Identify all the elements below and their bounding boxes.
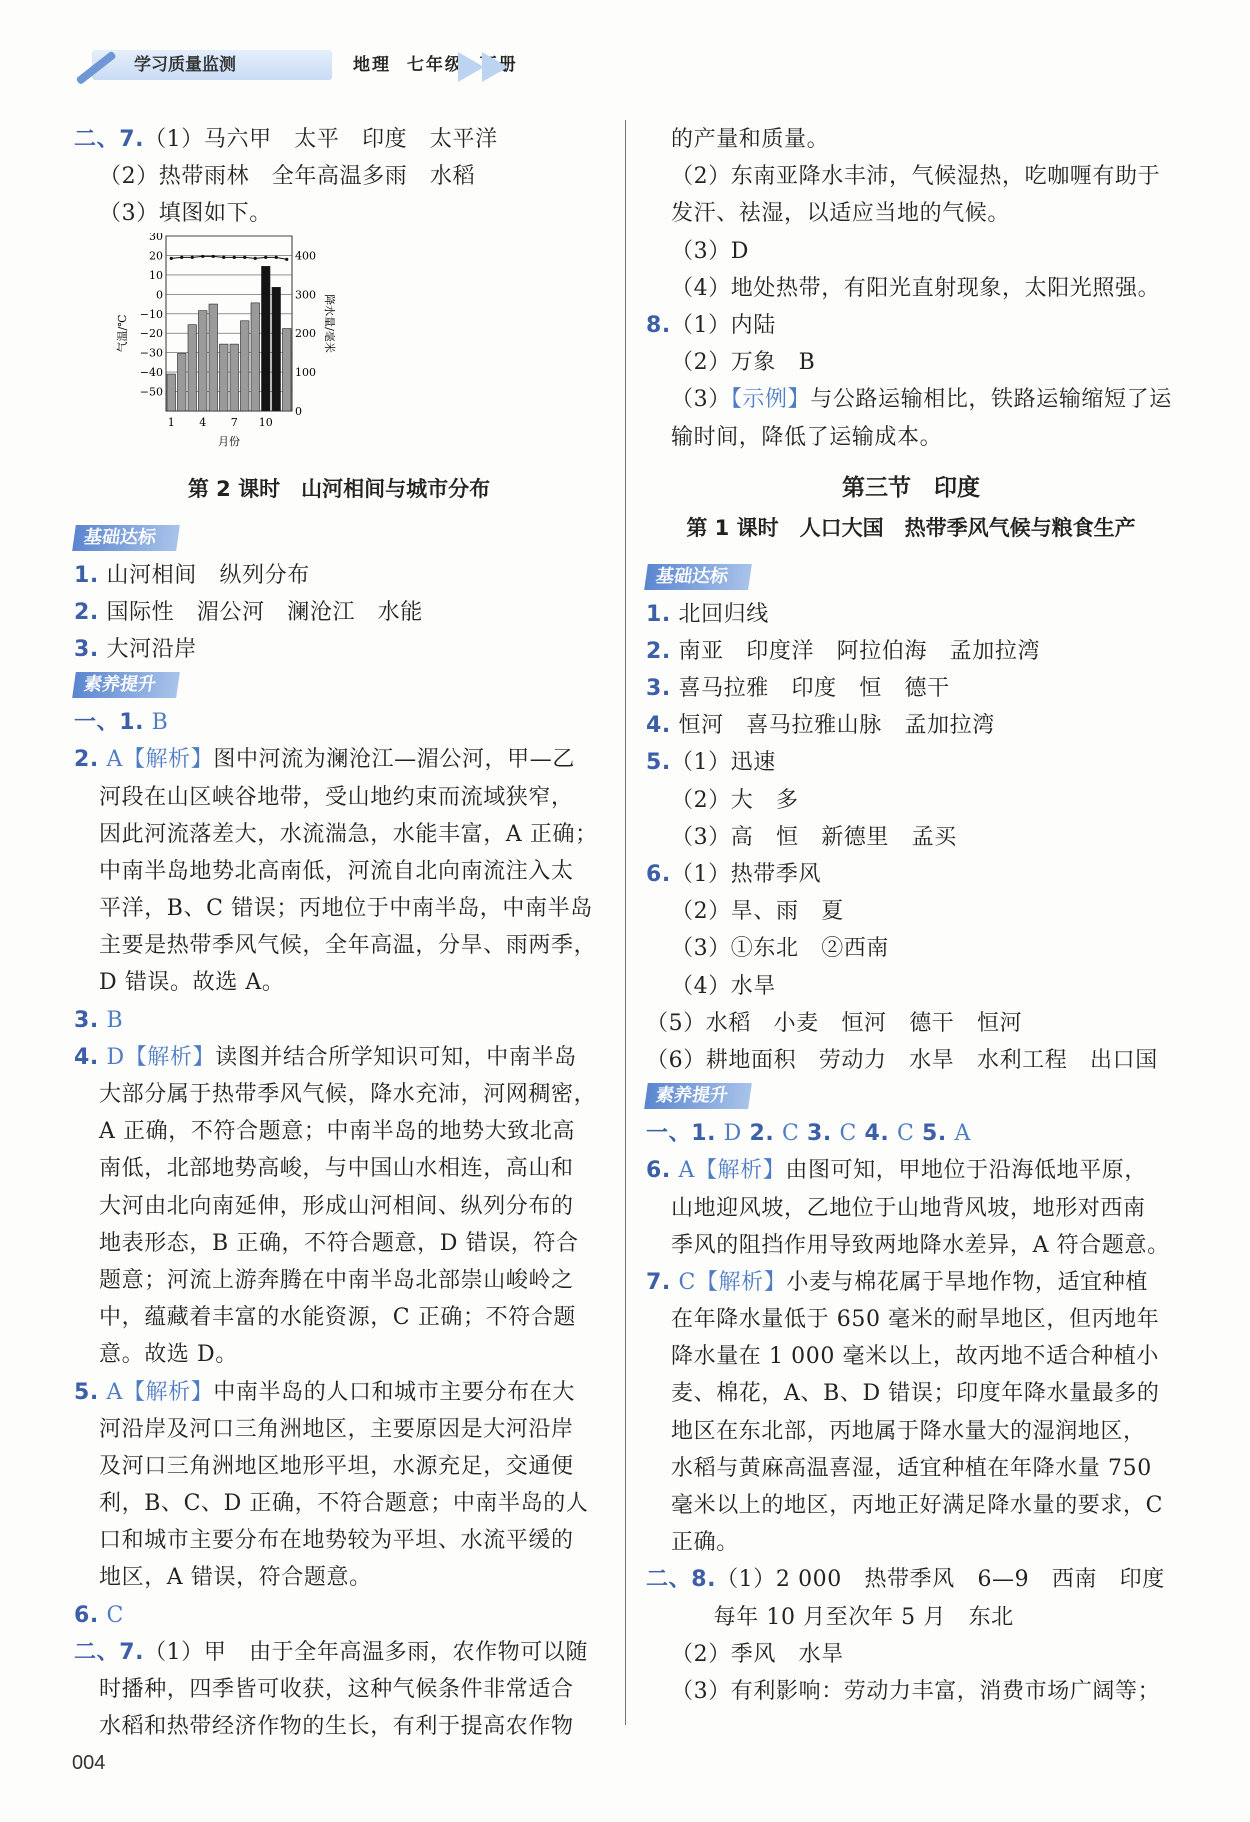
answer-text: （6）耕地面积 劳动力 水旱 水利工程 出口国 xyxy=(646,1047,1158,1073)
answer-line xyxy=(74,1597,604,1634)
answer-text: （1）甲 由于全年高温多雨，农作物可以随 xyxy=(144,1639,589,1665)
answer-text: 读图并结合所学知识可知，中南半岛 xyxy=(215,1044,577,1070)
answer-line xyxy=(74,1113,604,1150)
answer-text: 与公路运输相比，铁路运输缩短了运 xyxy=(810,387,1172,413)
precip-bar xyxy=(199,310,208,410)
question-number: 8. xyxy=(646,312,671,338)
question-number: 6. xyxy=(74,1602,99,1628)
x-tick: 7 xyxy=(230,415,238,429)
answer-choice: C xyxy=(774,1121,808,1147)
question-number: 7. xyxy=(646,1269,671,1295)
temperature-point xyxy=(191,255,194,258)
answer-tag: C xyxy=(98,1602,124,1628)
answer-line xyxy=(646,344,1176,381)
question-number: 二、8. xyxy=(646,1567,717,1593)
answer-text: 大部分属于热带季风气候，降水充沛，河网稠密， xyxy=(99,1082,597,1107)
answer-text: 中南半岛地势北高南低，河流自北向南流注入太 xyxy=(99,858,574,884)
badge-label: 基础达标 xyxy=(644,564,752,590)
temperature-point xyxy=(275,255,278,258)
answer-line xyxy=(74,890,604,927)
answer-line xyxy=(74,1374,604,1411)
answer-line xyxy=(646,121,1176,158)
answer-text: 主要是热带季风气候，全年高温，分旱、雨两季， xyxy=(99,933,597,959)
answer-line xyxy=(646,856,1176,893)
answer-text: （2）大 多 xyxy=(671,787,799,813)
answer-text: 水稻与黄麻高温喜湿，适宜种植在年降水量 750 xyxy=(671,1455,1152,1481)
answer-text: 地区在东北部，丙地属于降水量大的湿润地区， xyxy=(671,1418,1146,1444)
temperature-line xyxy=(171,256,287,259)
answer-text: 由图可知，甲地位于沿海低地平原， xyxy=(785,1158,1147,1184)
answer-text: 利，B、C、D 正确，不符合题意；中南半岛的人 xyxy=(99,1491,589,1517)
answer-line xyxy=(74,1262,604,1299)
badge-label: 素养提升 xyxy=(72,672,180,698)
y-tick-left: −50 xyxy=(139,385,163,399)
answer-line xyxy=(74,1225,604,1262)
precip-bar xyxy=(262,266,271,411)
answer-line xyxy=(646,270,1176,307)
temperature-point xyxy=(180,255,183,258)
precip-bar xyxy=(283,328,292,410)
answer-line xyxy=(646,1599,1176,1636)
y-tick-left: −10 xyxy=(139,307,163,321)
answer-text: A 正确，不符合题意；中南半岛的地势大致北高 xyxy=(99,1119,576,1145)
answer-line xyxy=(74,1485,604,1522)
brand-label: 学习质量监测 xyxy=(92,50,332,80)
answer-tag: B xyxy=(98,1007,124,1033)
answer-text: 南低，北部地势高峻，与中国山水相连，高山和 xyxy=(99,1156,574,1182)
question-number: 5. xyxy=(646,750,671,776)
answer-tag: A【解析】 xyxy=(670,1158,786,1184)
answer-text: D 错误。故选 A。 xyxy=(99,970,285,996)
answer-text: 平洋，B、C 错误；丙地位于中南半岛，中南半岛 xyxy=(99,896,593,922)
y-tick-right: 100 xyxy=(295,365,316,379)
answer-line xyxy=(646,1524,1176,1561)
x-tick: 10 xyxy=(258,415,273,429)
answer-text: （1）热带季风 xyxy=(670,862,822,887)
temperature-point xyxy=(243,255,246,258)
answer-line xyxy=(74,1671,604,1708)
answer-line xyxy=(74,1002,604,1039)
answer-text: 地表形态，B 正确，不符合题意，D 错误，符合 xyxy=(99,1230,579,1256)
answer-line xyxy=(646,670,1176,707)
question-number: 2. xyxy=(749,1121,775,1147)
answer-line xyxy=(74,816,604,853)
answer-line xyxy=(74,1634,604,1671)
question-number: 二、7. xyxy=(74,1639,145,1665)
answer-text: 山河相间 纵列分布 xyxy=(98,562,310,588)
answer-line xyxy=(74,779,604,816)
answer-line xyxy=(74,1188,604,1225)
answer-line xyxy=(646,233,1176,270)
answer-line xyxy=(646,1673,1176,1710)
answer-line xyxy=(74,557,604,594)
answer-text: （2）季风 水旱 xyxy=(671,1641,844,1667)
answer-line xyxy=(646,1227,1176,1264)
answer-line xyxy=(646,307,1176,344)
answer-text: 时播种，四季皆可收获，这种气候条件非常适合 xyxy=(99,1677,574,1702)
answer-text: （4）地处热带，有阳光直射现象，太阳光照强。 xyxy=(671,275,1161,301)
section-heading: 第三节 印度 xyxy=(842,474,980,501)
left-column xyxy=(74,121,604,1745)
section-badge xyxy=(74,521,604,557)
answer-text: 大河由北向南延伸，形成山河相间、纵列分布的 xyxy=(99,1193,574,1219)
answer-line xyxy=(74,594,604,631)
question-number: 6. xyxy=(646,862,671,887)
y-tick-left: 30 xyxy=(149,232,163,243)
answer-text: （2）热带雨林 全年高温多雨 水稻 xyxy=(99,164,476,190)
temperature-point xyxy=(222,255,225,258)
answer-line xyxy=(646,1005,1176,1042)
section-badge xyxy=(646,1079,1176,1115)
badge-label: 素养提升 xyxy=(644,1083,752,1109)
section-badge xyxy=(646,560,1176,596)
y-tick-right: 400 xyxy=(295,249,316,263)
y-tick-right: 200 xyxy=(295,326,316,340)
answer-line xyxy=(74,927,604,964)
answer-choice: A xyxy=(946,1121,971,1147)
answer-line xyxy=(74,158,604,195)
answer-line xyxy=(646,1561,1176,1598)
precip-bar xyxy=(241,320,250,410)
answer-text: （3）①东北 ②西南 xyxy=(671,936,889,962)
temperature-point xyxy=(285,257,288,260)
answer-line xyxy=(646,1338,1176,1375)
answer-text: 口和城市主要分布在地势较为平坦、水流平缓的 xyxy=(99,1528,574,1554)
question-number: 4. xyxy=(864,1121,890,1147)
temperature-point xyxy=(233,255,236,258)
answer-text: 发汗、祛湿，以适应当地的气候。 xyxy=(671,201,1011,227)
question-number: 3. xyxy=(74,1007,99,1033)
answer-tag: A【解析】 xyxy=(98,1379,214,1405)
y-tick-left: 20 xyxy=(149,249,163,263)
answer-line xyxy=(646,1450,1176,1487)
chevron-icon xyxy=(482,52,508,82)
question-number: 二、7. xyxy=(74,127,145,152)
answer-text: 的产量和质量。 xyxy=(671,127,830,152)
answer-line xyxy=(74,853,604,890)
answer-text: 水稻和热带经济作物的生长，有利于提高农作物 xyxy=(99,1714,574,1740)
answer-line xyxy=(646,633,1176,670)
answer-line xyxy=(646,1375,1176,1412)
precip-bar xyxy=(272,287,281,411)
answer-line xyxy=(74,631,604,668)
answer-text: （3）填图如下。 xyxy=(99,201,272,227)
answer-tag: A【解析】 xyxy=(98,747,214,773)
answer-line xyxy=(74,741,604,778)
temperature-point xyxy=(254,256,257,259)
answer-tag: B xyxy=(144,710,169,736)
answer-tag: D【解析】 xyxy=(98,1044,216,1070)
answer-text: 山地迎风坡，乙地位于山地背风坡，地形对西南 xyxy=(671,1195,1146,1221)
answer-text: 正确。 xyxy=(671,1530,739,1556)
answer-text: （1）马六甲 太平 印度 太平洋 xyxy=(144,127,498,152)
answer-text: 南亚 印度洋 阿拉伯海 孟加拉湾 xyxy=(670,638,1041,664)
page-number: 004 xyxy=(72,1752,106,1774)
answer-text: 因此河流落差大，水流湍急，水能丰富，A 正确； xyxy=(99,821,598,847)
answer-line xyxy=(646,596,1176,633)
section-heading: 第 2 课时 山河相间与城市分布 xyxy=(187,476,491,501)
answer-text: 地区，A 错误，符合题意。 xyxy=(99,1565,372,1591)
answer-text: 及河口三角洲地区地形平坦，水源充足，交通便 xyxy=(99,1453,574,1479)
question-number: 2. xyxy=(74,599,99,625)
answer-line xyxy=(646,1190,1176,1227)
answer-text: 中，蕴藏着丰富的水能资源，C 正确；不符合题 xyxy=(99,1305,577,1331)
answer-text: 每年 10 月至次年 5 月 东北 xyxy=(691,1604,1014,1630)
x-tick: 1 xyxy=(167,415,175,429)
question-number: 2. xyxy=(74,747,99,773)
answer-line xyxy=(646,893,1176,930)
y-tick-left: −40 xyxy=(139,365,163,379)
answer-line xyxy=(74,121,604,158)
answer-line xyxy=(74,195,604,232)
answer-line xyxy=(646,744,1176,781)
question-number: 3. xyxy=(807,1121,832,1147)
answer-tag: 【示例】 xyxy=(730,387,811,413)
answer-text: （5）水稻 小麦 恒河 德干 恒河 xyxy=(646,1010,1023,1036)
temperature-point xyxy=(264,255,267,258)
answer-text: （3）有利影响：劳动力丰富，消费市场广阔等； xyxy=(671,1678,1161,1704)
chevron-icon xyxy=(458,52,484,82)
answer-line xyxy=(74,704,604,741)
precip-bar xyxy=(167,374,176,411)
temperature-point xyxy=(201,254,204,257)
answer-line xyxy=(646,1042,1176,1079)
question-number: 4. xyxy=(74,1044,99,1070)
answer-text: 图中河流为澜沧江—湄公河，甲—乙 xyxy=(213,747,575,773)
question-number: 一、1. xyxy=(646,1121,717,1147)
answer-text: 输时间，降低了运输成本。 xyxy=(671,424,943,450)
answer-line xyxy=(74,1411,604,1448)
answer-line xyxy=(646,782,1176,819)
section-heading: 第 1 课时 人口大国 热带季风气候与粮食生产 xyxy=(686,515,1136,540)
answer-line xyxy=(74,1708,604,1745)
answer-choice: C xyxy=(831,1121,865,1147)
answer-text: （3）高 恒 新德里 孟买 xyxy=(671,824,957,850)
question-number: 1. xyxy=(646,601,671,627)
answer-text: （3）D xyxy=(671,238,750,264)
answer-line xyxy=(646,819,1176,856)
column-divider xyxy=(625,120,626,1725)
question-number: 2. xyxy=(646,638,671,664)
answer-line xyxy=(74,1039,604,1076)
question-number: 6. xyxy=(646,1158,671,1184)
page-header xyxy=(78,44,548,84)
answer-text: （1）2 000 热带季风 6—9 西南 印度 xyxy=(716,1567,1165,1593)
y-tick-right: 300 xyxy=(295,287,316,301)
section-badge xyxy=(74,668,604,704)
answer-line xyxy=(646,1301,1176,1338)
right-column xyxy=(646,121,1176,1710)
answer-text: 降水量在 1 000 毫米以上，故丙地不适合种植小 xyxy=(671,1344,1159,1370)
answer-text: （2）旱、雨 夏 xyxy=(671,899,844,925)
question-number: 3. xyxy=(74,636,99,662)
answer-text: 小麦与棉花属于旱地作物，适宜种植 xyxy=(786,1269,1148,1295)
answer-text: 中南半岛的人口和城市主要分布在大 xyxy=(213,1379,575,1405)
chart-container xyxy=(74,233,604,473)
y-tick-left: −30 xyxy=(139,346,163,360)
answer-text: 季风的阻挡作用导致两地降水差异，A 符合题意。 xyxy=(671,1232,1170,1258)
answer-text: 在年降水量低于 650 毫米的耐旱地区，但丙地年 xyxy=(671,1307,1160,1333)
answer-line xyxy=(646,707,1176,744)
answer-choice: C xyxy=(889,1121,923,1147)
answer-line xyxy=(74,1336,604,1373)
answer-text: 题意；河流上游奔腾在中南半岛北部崇山峻岭之 xyxy=(99,1267,574,1293)
answer-text: 河沿岸及河口三角洲地区，主要原因是大河沿岸 xyxy=(99,1416,574,1442)
y-tick-left: 0 xyxy=(156,287,163,301)
answer-line xyxy=(74,1559,604,1596)
answer-line xyxy=(74,1522,604,1559)
answer-text: 麦、棉花，A、B、D 错误；印度年降水量最多的 xyxy=(671,1381,1160,1407)
answer-line xyxy=(646,1264,1176,1301)
question-number: 一、1. xyxy=(74,710,145,736)
answer-line xyxy=(74,1448,604,1485)
answer-line xyxy=(646,968,1176,1005)
precip-bar xyxy=(230,344,239,411)
answer-line xyxy=(646,1413,1176,1450)
subject-label: 地理 七年级 下册 xyxy=(353,55,518,75)
question-number: 5. xyxy=(74,1379,99,1405)
precip-bar xyxy=(178,353,187,411)
answer-line xyxy=(646,381,1176,418)
precip-bar xyxy=(209,304,218,411)
question-number: 5. xyxy=(922,1121,947,1147)
answer-text: （2）东南亚降水丰沛，气候湿热，吃咖喱有助于 xyxy=(671,164,1161,190)
x-tick: 4 xyxy=(199,415,207,429)
answer-line xyxy=(646,158,1176,195)
answer-text: 河段在山区峡谷地带，受山地约束而流域狭窄， xyxy=(99,784,574,810)
answer-line xyxy=(646,1636,1176,1673)
answer-line xyxy=(74,964,604,1001)
answer-choice: D xyxy=(716,1121,750,1147)
answer-text: （1）内陆 xyxy=(670,312,776,338)
answer-line xyxy=(646,1152,1176,1189)
precip-bar xyxy=(251,302,260,410)
answer-line xyxy=(646,1115,1176,1152)
answer-text: （1）迅速 xyxy=(670,750,776,776)
y-tick-right: 0 xyxy=(295,404,302,418)
answer-line xyxy=(646,419,1176,456)
x-axis-label: 月份 xyxy=(218,434,240,448)
badge-label: 基础达标 xyxy=(72,525,180,551)
y-tick-left: −20 xyxy=(139,326,163,340)
answer-text: 恒河 喜马拉雅山脉 孟加拉湾 xyxy=(670,713,995,739)
answer-line xyxy=(74,1076,604,1113)
precip-bar xyxy=(188,324,197,410)
climate-chart xyxy=(94,233,394,473)
answer-text: 意。故选 D。 xyxy=(99,1342,238,1368)
answer-text: 喜马拉雅 印度 恒 德干 xyxy=(670,676,950,702)
y-axis-label-right: 降水量/毫米 xyxy=(323,293,336,353)
answer-line xyxy=(74,1299,604,1336)
y-axis-label-left: 气温/℃ xyxy=(116,314,129,353)
answer-line xyxy=(646,1487,1176,1524)
question-number: 4. xyxy=(646,713,671,739)
precip-bar xyxy=(220,344,229,411)
answer-text: （4）水旱 xyxy=(671,973,776,999)
answer-text: 大河沿岸 xyxy=(98,636,197,662)
answer-line xyxy=(646,930,1176,967)
answer-text: （2）万象 B xyxy=(671,350,816,376)
answer-text: （3） xyxy=(671,387,731,413)
question-number: 1. xyxy=(74,562,99,588)
answer-line xyxy=(74,1150,604,1187)
temperature-point xyxy=(170,256,173,259)
answer-text: 毫米以上的地区，丙地正好满足降水量的要求，C xyxy=(671,1493,1164,1518)
question-number: 3. xyxy=(646,676,671,702)
answer-text: 国际性 湄公河 澜沧江 水能 xyxy=(98,599,423,625)
answer-text: 北回归线 xyxy=(670,601,769,627)
answer-tag: C【解析】 xyxy=(670,1269,787,1295)
answer-line xyxy=(646,195,1176,232)
y-tick-left: 10 xyxy=(149,268,163,282)
temperature-point xyxy=(212,254,215,257)
